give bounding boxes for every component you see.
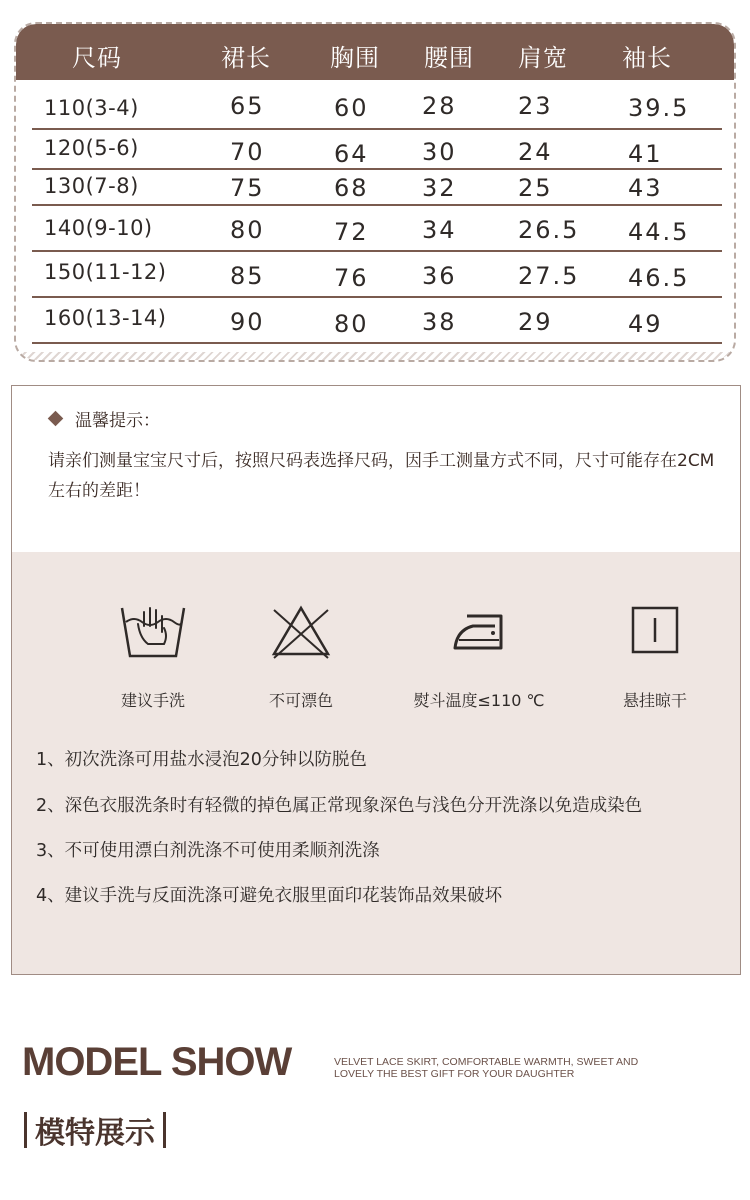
no-bleach-icon — [270, 602, 332, 662]
care-note: 4、建议手洗与反面洗涤可避免衣服里面印花装饰品效果破坏 — [36, 886, 503, 906]
model-show-cn-title: 模特展示 — [35, 1116, 155, 1151]
table-row — [32, 82, 722, 130]
cell-shoulder: 25 — [518, 174, 553, 202]
divider-bar — [24, 1112, 27, 1148]
cell-length: 65 — [230, 92, 265, 120]
cell-waist: 36 — [422, 262, 457, 290]
model-show-title: MODEL SHOW — [22, 1040, 292, 1084]
cell-shoulder: 23 — [518, 92, 553, 120]
header-shoulder: 肩宽 — [518, 44, 568, 72]
cell-size: 130(7-8) — [44, 174, 139, 198]
table-row — [32, 206, 722, 252]
cell-chest: 76 — [334, 264, 369, 292]
cell-sleeve: 46.5 — [628, 264, 690, 292]
cell-size: 160(13-14) — [44, 306, 167, 330]
table-row — [32, 130, 722, 170]
care-label: 建议手洗 — [120, 691, 185, 710]
cell-waist: 32 — [422, 174, 457, 202]
model-show-subtitle-line1: VELVET LACE SKIRT, COMFORTABLE WARMTH, SWEET AND — [334, 1056, 639, 1068]
tips-title-text: 温馨提示： — [75, 411, 160, 431]
cell-size: 140(9-10) — [44, 216, 153, 240]
care-note: 1、初次洗涤可用盐水浸泡20分钟以防脱色 — [36, 750, 367, 770]
cell-length: 90 — [230, 308, 265, 336]
table-row — [32, 252, 722, 298]
tips-text: 请亲们测量宝宝尺寸后，按照尺码表选择尺码，因手工测量方式不同，尺寸可能存在2CM左右的差距！ — [48, 451, 715, 501]
care-item-hand-wash — [78, 602, 228, 711]
cell-chest: 80 — [334, 310, 369, 338]
cell-chest: 60 — [334, 94, 369, 122]
iron-icon — [449, 602, 509, 662]
cell-sleeve: 49 — [628, 310, 663, 338]
cell-shoulder: 29 — [518, 308, 553, 336]
cell-shoulder: 27.5 — [518, 262, 580, 290]
row-divider — [32, 342, 722, 344]
cell-sleeve: 43 — [628, 174, 663, 202]
size-chart — [14, 22, 736, 362]
decorative-hatch — [16, 352, 734, 360]
header-waist: 腰围 — [424, 44, 474, 72]
cell-waist: 38 — [422, 308, 457, 336]
cell-waist: 34 — [422, 216, 457, 244]
header-sleeve: 袖长 — [622, 44, 672, 72]
care-note: 2、深色衣服洗条时有轻微的掉色属正常现象深色与浅色分开洗涤以免造成染色 — [36, 796, 643, 816]
cell-waist: 28 — [422, 92, 457, 120]
cell-length: 70 — [230, 138, 265, 166]
model-show-subtitle-line2: LOVELY THE BEST GIFT FOR YOUR DAUGHTER — [334, 1068, 575, 1080]
cell-waist: 30 — [422, 138, 457, 166]
care-note: 3、不可使用漂白剂洗涤不可使用柔顺剂洗涤 — [36, 841, 380, 861]
header-chest: 胸围 — [330, 44, 380, 72]
cell-chest: 68 — [334, 174, 369, 202]
tips-title — [50, 406, 160, 431]
size-chart-header — [16, 24, 734, 80]
cell-shoulder: 26.5 — [518, 216, 580, 244]
care-item-iron — [404, 602, 554, 711]
cell-size: 120(5-6) — [44, 136, 139, 160]
header-size: 尺码 — [72, 44, 122, 72]
care-label: 悬挂晾干 — [622, 691, 687, 710]
care-section — [11, 552, 741, 975]
hand-wash-icon — [118, 602, 188, 662]
cell-sleeve: 44.5 — [628, 218, 690, 246]
cell-size: 150(11-12) — [44, 260, 167, 284]
cell-chest: 64 — [334, 140, 369, 168]
care-item-hang-dry — [580, 602, 730, 711]
model-show-subtitle — [334, 1056, 654, 1080]
header-dress-length: 裙长 — [221, 44, 271, 72]
cell-sleeve: 41 — [628, 140, 663, 168]
cell-length: 75 — [230, 174, 265, 202]
divider-bar — [163, 1112, 166, 1148]
cell-shoulder: 24 — [518, 138, 553, 166]
care-label: 熨斗温度≤110 ℃ — [413, 691, 545, 710]
table-row — [32, 170, 722, 206]
cell-length: 85 — [230, 262, 265, 290]
hang-dry-icon — [625, 602, 685, 662]
care-item-no-bleach — [226, 602, 376, 711]
cell-size: 110(3-4) — [44, 96, 139, 120]
diamond-icon — [48, 411, 64, 427]
cell-length: 80 — [230, 216, 265, 244]
cell-chest: 72 — [334, 218, 369, 246]
tips-box — [11, 385, 741, 553]
model-show-cn-heading — [24, 1108, 166, 1152]
cell-sleeve: 39.5 — [628, 94, 690, 122]
table-row — [32, 298, 722, 344]
care-label: 不可漂色 — [268, 691, 333, 710]
